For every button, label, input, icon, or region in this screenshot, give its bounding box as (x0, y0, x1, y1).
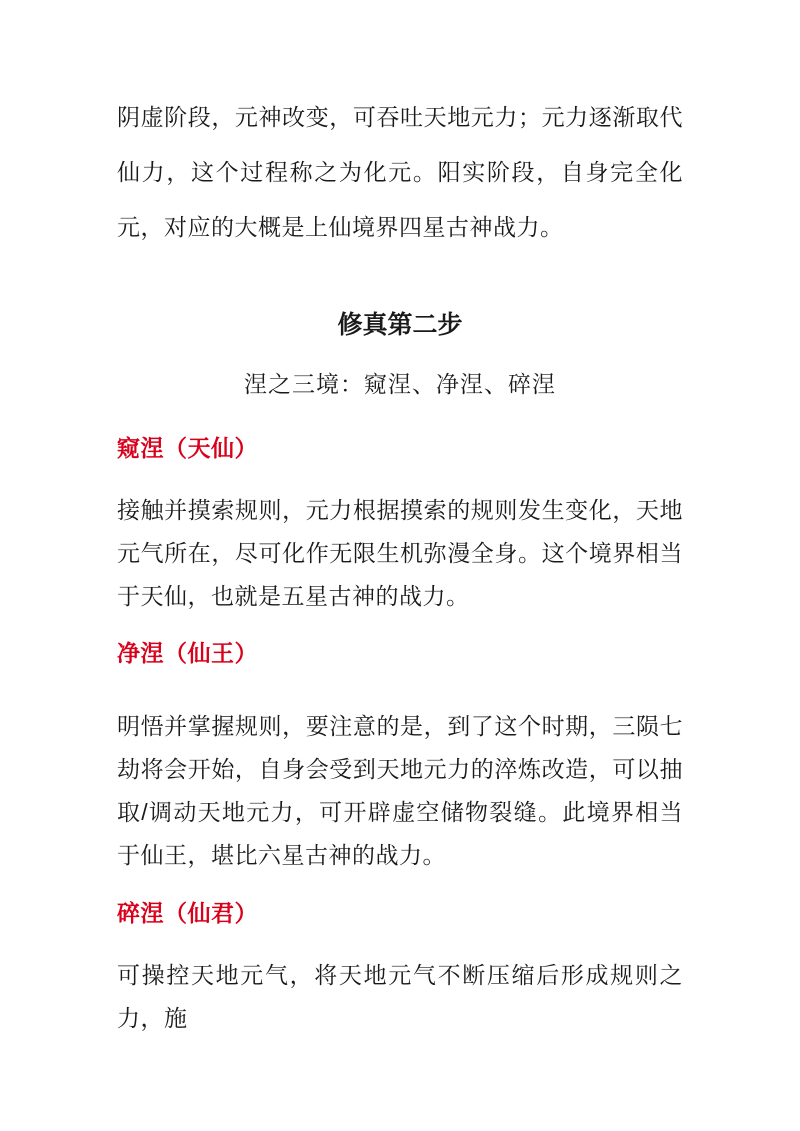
intro-paragraph: 阴虚阶段，元神改变，可吞吐天地元力；元力逐渐取代仙力，这个过程称之为化元。阳实阶段，自身完全化元，对应的大概是上仙境界四星古神战力。 (117, 104, 683, 240)
stage-paragraph-suinie: 可操控天地元气，将天地元气不断压缩后形成规则之力，施 (117, 962, 683, 1031)
stage-paragraph-kuinie: 接触并摸索规则，元力根据摸索的规则发生变化，天地元气所在，尽可化作无限生机弥漫全身。这个境界相当于天仙，也就是五星古神的战力。 (117, 497, 683, 609)
stage-heading-kuinie: 窥涅（天仙） (117, 435, 258, 461)
stage-paragraph-jingnie: 明悟并掌握规则，要注意的是，到了这个时期，三陨七劫将会开始，自身会受到天地元力的淬炼改造，可以抽取/调动天地元力，可开辟虚空储物裂缝。此境界相当于仙王，堪比六星古神的战力。 (117, 713, 683, 868)
doc-subtitle: 涅之三境：窥涅、净涅、碎涅 (244, 371, 556, 397)
doc-title: 修真第二步 (337, 311, 463, 339)
stage-heading-suinie: 碎涅（仙君） (117, 900, 258, 926)
stage-heading-jingnie: 净涅（仙王） (117, 640, 258, 666)
